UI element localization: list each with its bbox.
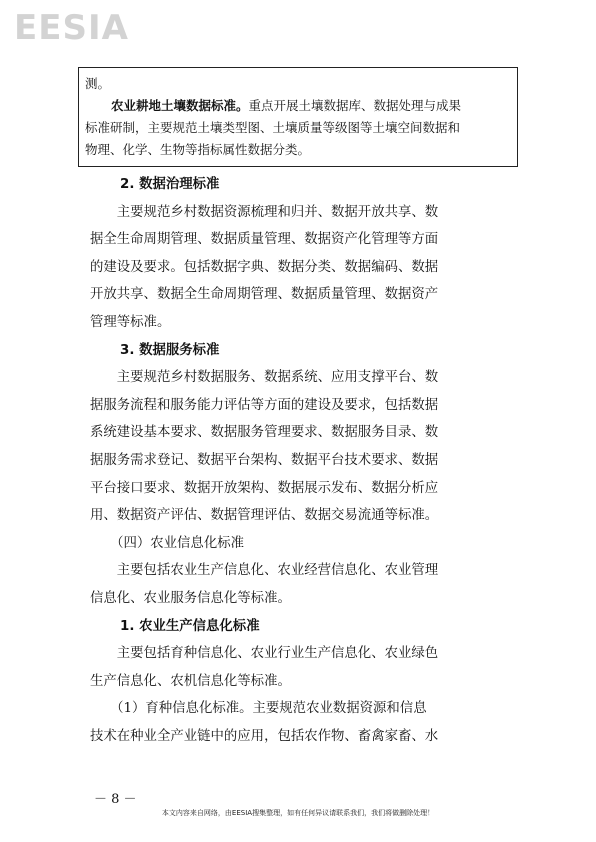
text-line: 信息化、农业服务信息化等标准。 — [90, 591, 291, 606]
section-heading: 2. 数据治理标准 — [120, 177, 220, 192]
text-line: 用、数据资产评估、数据管理评估、数据交易流通等标准。 — [90, 508, 439, 524]
box-line-4: 物理、化学、生物等指标属性数据分类。 — [85, 142, 311, 157]
text-line: 技术在种业全产业链中的应用，包括农作物、畜禽家畜、水 — [90, 729, 439, 744]
eesia-logo: EESIA — [14, 8, 129, 48]
page-number: － 8 － — [94, 792, 137, 807]
text-line: 据全生命周期管理、数据质量管理、数据资产化管理等方面 — [90, 232, 439, 248]
boxed-excerpt — [78, 67, 518, 167]
text-line: 主要规范乡村数据服务、数据系统、应用支撑平台、数 — [90, 370, 439, 386]
text-line: 平台接口要求、数据开放架构、数据展示发布、数据分析应 — [90, 480, 439, 496]
text-line: （四）农业信息化标准 — [90, 535, 244, 551]
text-line: 开放共享、数据全生命周期管理、数据质量管理、数据资产 — [90, 287, 439, 303]
box-line-2 — [85, 95, 511, 117]
section-heading: 1. 农业生产信息化标准 — [120, 618, 260, 634]
text-line: 系统建设基本要求、数据服务管理要求、数据服务目录、数 — [90, 425, 439, 441]
text-line: 的建设及要求。包括数据字典、数据分类、数据编码、数据 — [90, 259, 439, 275]
section-heading: 3. 数据服务标准 — [120, 342, 220, 358]
text-line: 主要规范乡村数据资源梳理和归并、数据开放共享、数 — [90, 204, 439, 220]
box-line-3: 标准研制，主要规范土壤类型图、土壤质量等级图等土壤空间数据和 — [85, 120, 461, 135]
text-line: 管理等标准。 — [90, 315, 171, 330]
text-line: 据服务流程和服务能力评估等方面的建设及要求，包括数据 — [90, 397, 439, 413]
text-line: （1）育种信息化标准。主要规范农业数据资源和信息 — [90, 701, 427, 717]
text-line: 主要包括农业生产信息化、农业经营信息化、农业管理 — [90, 563, 439, 579]
box-line-1: 测。 — [85, 76, 111, 91]
box-bold-term: 农业耕地土壤数据标准。 — [111, 98, 249, 113]
text-line: 据服务需求登记、数据平台架构、数据平台技术要求、数据 — [90, 453, 439, 468]
box-line-2-rest: 重点开展土壤数据库、数据处理与成果 — [248, 98, 462, 113]
footer-note: 本文内容来自网络，由EESIA搜集整理，如有任何异议请联系我们，我们将做删除处理！ — [161, 809, 435, 817]
text-line: 主要包括育种信息化、农业行业生产信息化、农业绿色 — [90, 646, 439, 662]
text-line: 生产信息化、农机信息化等标准。 — [90, 673, 291, 689]
